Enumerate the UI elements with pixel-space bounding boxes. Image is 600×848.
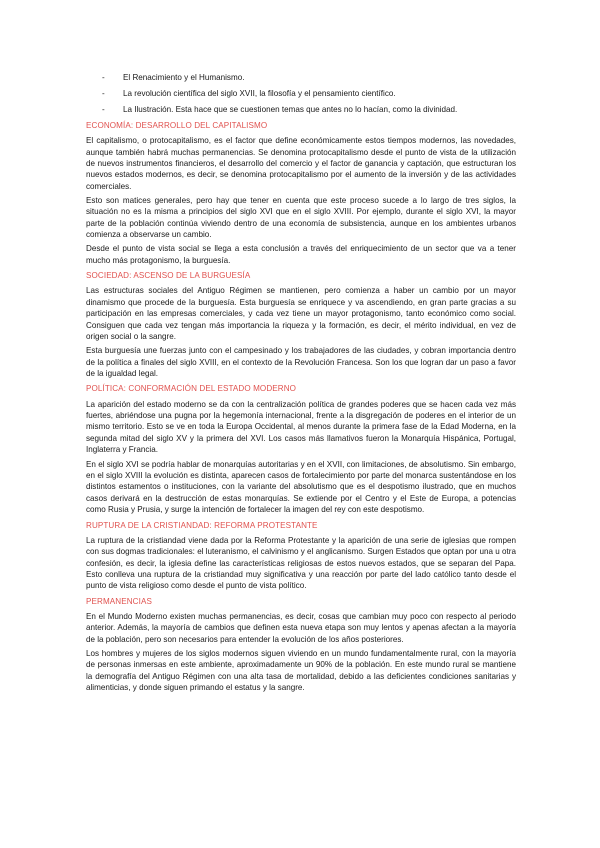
section-politica xyxy=(86,383,516,515)
section-heading: PERMANENCIAS xyxy=(86,596,152,606)
document-body xyxy=(86,72,516,696)
section-sociedad xyxy=(86,270,516,379)
bullet-list xyxy=(86,72,516,115)
section-heading: RUPTURA DE LA CRISTIANDAD: REFORMA PROTESTANTE xyxy=(86,520,318,530)
paragraph: El capitalismo, o protocapitalismo, es el factor que define económicamente estos tiempos modernos, las novedades, aunque también habrá muchas permanencias. Se denomina protocapitalismo desde el punto de vista de la utilización de nuevos instrumentos financieros, el desarrollo del comercio y el factor de ganancia y captación, que estructuran los nuevos estados modernos, es decir, se denomina protocapitalismo por el aumento de la inversión y de las actividades comerciales. xyxy=(86,136,516,191)
paragraph: Esta burguesía une fuerzas junto con el campesinado y los trabajadores de las ciudades, y cobran importancia dentro de la política a finales del siglo XVIII, en el contexto de la Revolución Francesa. Son los que logran dar un paso a favor de la igualdad legal. xyxy=(86,346,516,379)
section-permanencias xyxy=(86,596,516,694)
paragraph: Las estructuras sociales del Antiguo Régimen se mantienen, pero comienza a haber un cambio por un mayor dinamismo que procede de la burguesía. Esta burguesía se enriquece y va ascendiendo, en gran parte gracias a su participación en las empresas comerciales, y cada vez tiene un mayor protagonismo, tanto económico como social. Consiguen que cada vez tengan más importancia la riqueza y la formación, es decir, el mérito individual, en vez de origen social o la sangre. xyxy=(86,286,516,342)
list-item: - El Renacimiento y el Humanismo. xyxy=(86,72,516,83)
section-economia xyxy=(86,120,516,266)
section-heading: SOCIEDAD: ASCENSO DE LA BURGUESÍA xyxy=(86,271,251,281)
paragraph: La ruptura de la cristiandad viene dada por la Reforma Protestante y la aparición de una serie de iglesias que rompen con sus dogmas tradicionales: el luteranismo, el calvinismo y el anglicanismo. Surgen Estados que optan por una u otra confesión, es decir, la iglesia define las características religiosas de estos nuevos estados, que se separan del Papa. Esto conlleva una ruptura de la cristiandad muy significativa y una reacción por parte del lado católico tanto desde el punto de vista religioso como desde el punto de vista político. xyxy=(86,535,516,591)
paragraph: Los hombres y mujeres de los siglos modernos siguen viviendo en un mundo fundamentalmente rural, con la mayoría de personas inmersas en este ambiente, aproximadamente un 90% de la población. En este mundo rural se mantiene la demografía del Antiguo Régimen con una alta tasa de mortalidad, debido a las deficientes condiciones sanitarias y alimenticias, y donde siguen primando el estatus y la sangre. xyxy=(86,648,516,693)
paragraph: En el siglo XVI se podría hablar de monarquías autoritarias y en el XVII, con limitaciones, de absolutismo. Sin embargo, en el siglo XVIII la evolución es distinta, aparecen casos de fortalecimiento por parte del monarca sustentándose en los distintos estamentos o instituciones, con la variante del absolutismo que es el despotismo ilustrado, que en muchos casos derivará en la destrucción de estas monarquías. Se extiende por el Centro y el Este de Europa, a potencias como Rusia y Prusia, y surge la intención de fortalecer la imagen del rey con este despotismo. xyxy=(86,459,516,515)
paragraph: Desde el punto de vista social se llega a esta conclusión a través del enriquecimiento de un sector que va a tener mucho más protagonismo, la burguesía. xyxy=(86,244,516,265)
section-ruptura xyxy=(86,520,516,592)
paragraph: Esto son matices generales, pero hay que tener en cuenta que este proceso sucede a lo largo de tres siglos, la situación no es la misma a principios del siglo XVI que en el siglo XVIII. Por ejemplo, durante el siglo XVI, la mayor parte de la población continúa viviendo dentro de una economía de subsistencia, aunque en los ambientes urbanos comienza a observarse un cambio. xyxy=(86,196,516,240)
paragraph: En el Mundo Moderno existen muchas permanencias, es decir, cosas que cambian muy poco con respecto al periodo anterior. Además, la mayoría de cambios que definen esta nueva etapa son muy lentos y apenas afectan a la mayoría de la población, pero son necesarios para entender la evolución de los años posteriores. xyxy=(86,611,516,644)
list-item: - La Ilustración. Esta hace que se cuestionen temas que antes no lo hacían, como la divinidad. xyxy=(86,104,516,115)
section-heading: POLÍTICA: CONFORMACIÓN DEL ESTADO MODERNO xyxy=(86,384,297,394)
section-heading: ECONOMÍA: DESARROLLO DEL CAPITALISMO xyxy=(86,121,268,130)
paragraph: La aparición del estado moderno se da con la centralización política de grandes poderes que se hacen cada vez más fuertes, abriéndose una pugna por la hegemonía internacional, frente a la disgregación de poderes en el interior de un mismo territorio. Esto se ve en toda la Europa Occidental, al menos durante la primera fase de la Edad Moderna, en la segunda mitad del siglo XV y la primera del XVI. Los casos más llamativos fueron la Monarquía Hispánica, Portugal, Inglaterra y Francia. xyxy=(86,399,516,455)
list-item: - La revolución científica del siglo XVII, la filosofía y el pensamiento científico. xyxy=(86,88,516,99)
